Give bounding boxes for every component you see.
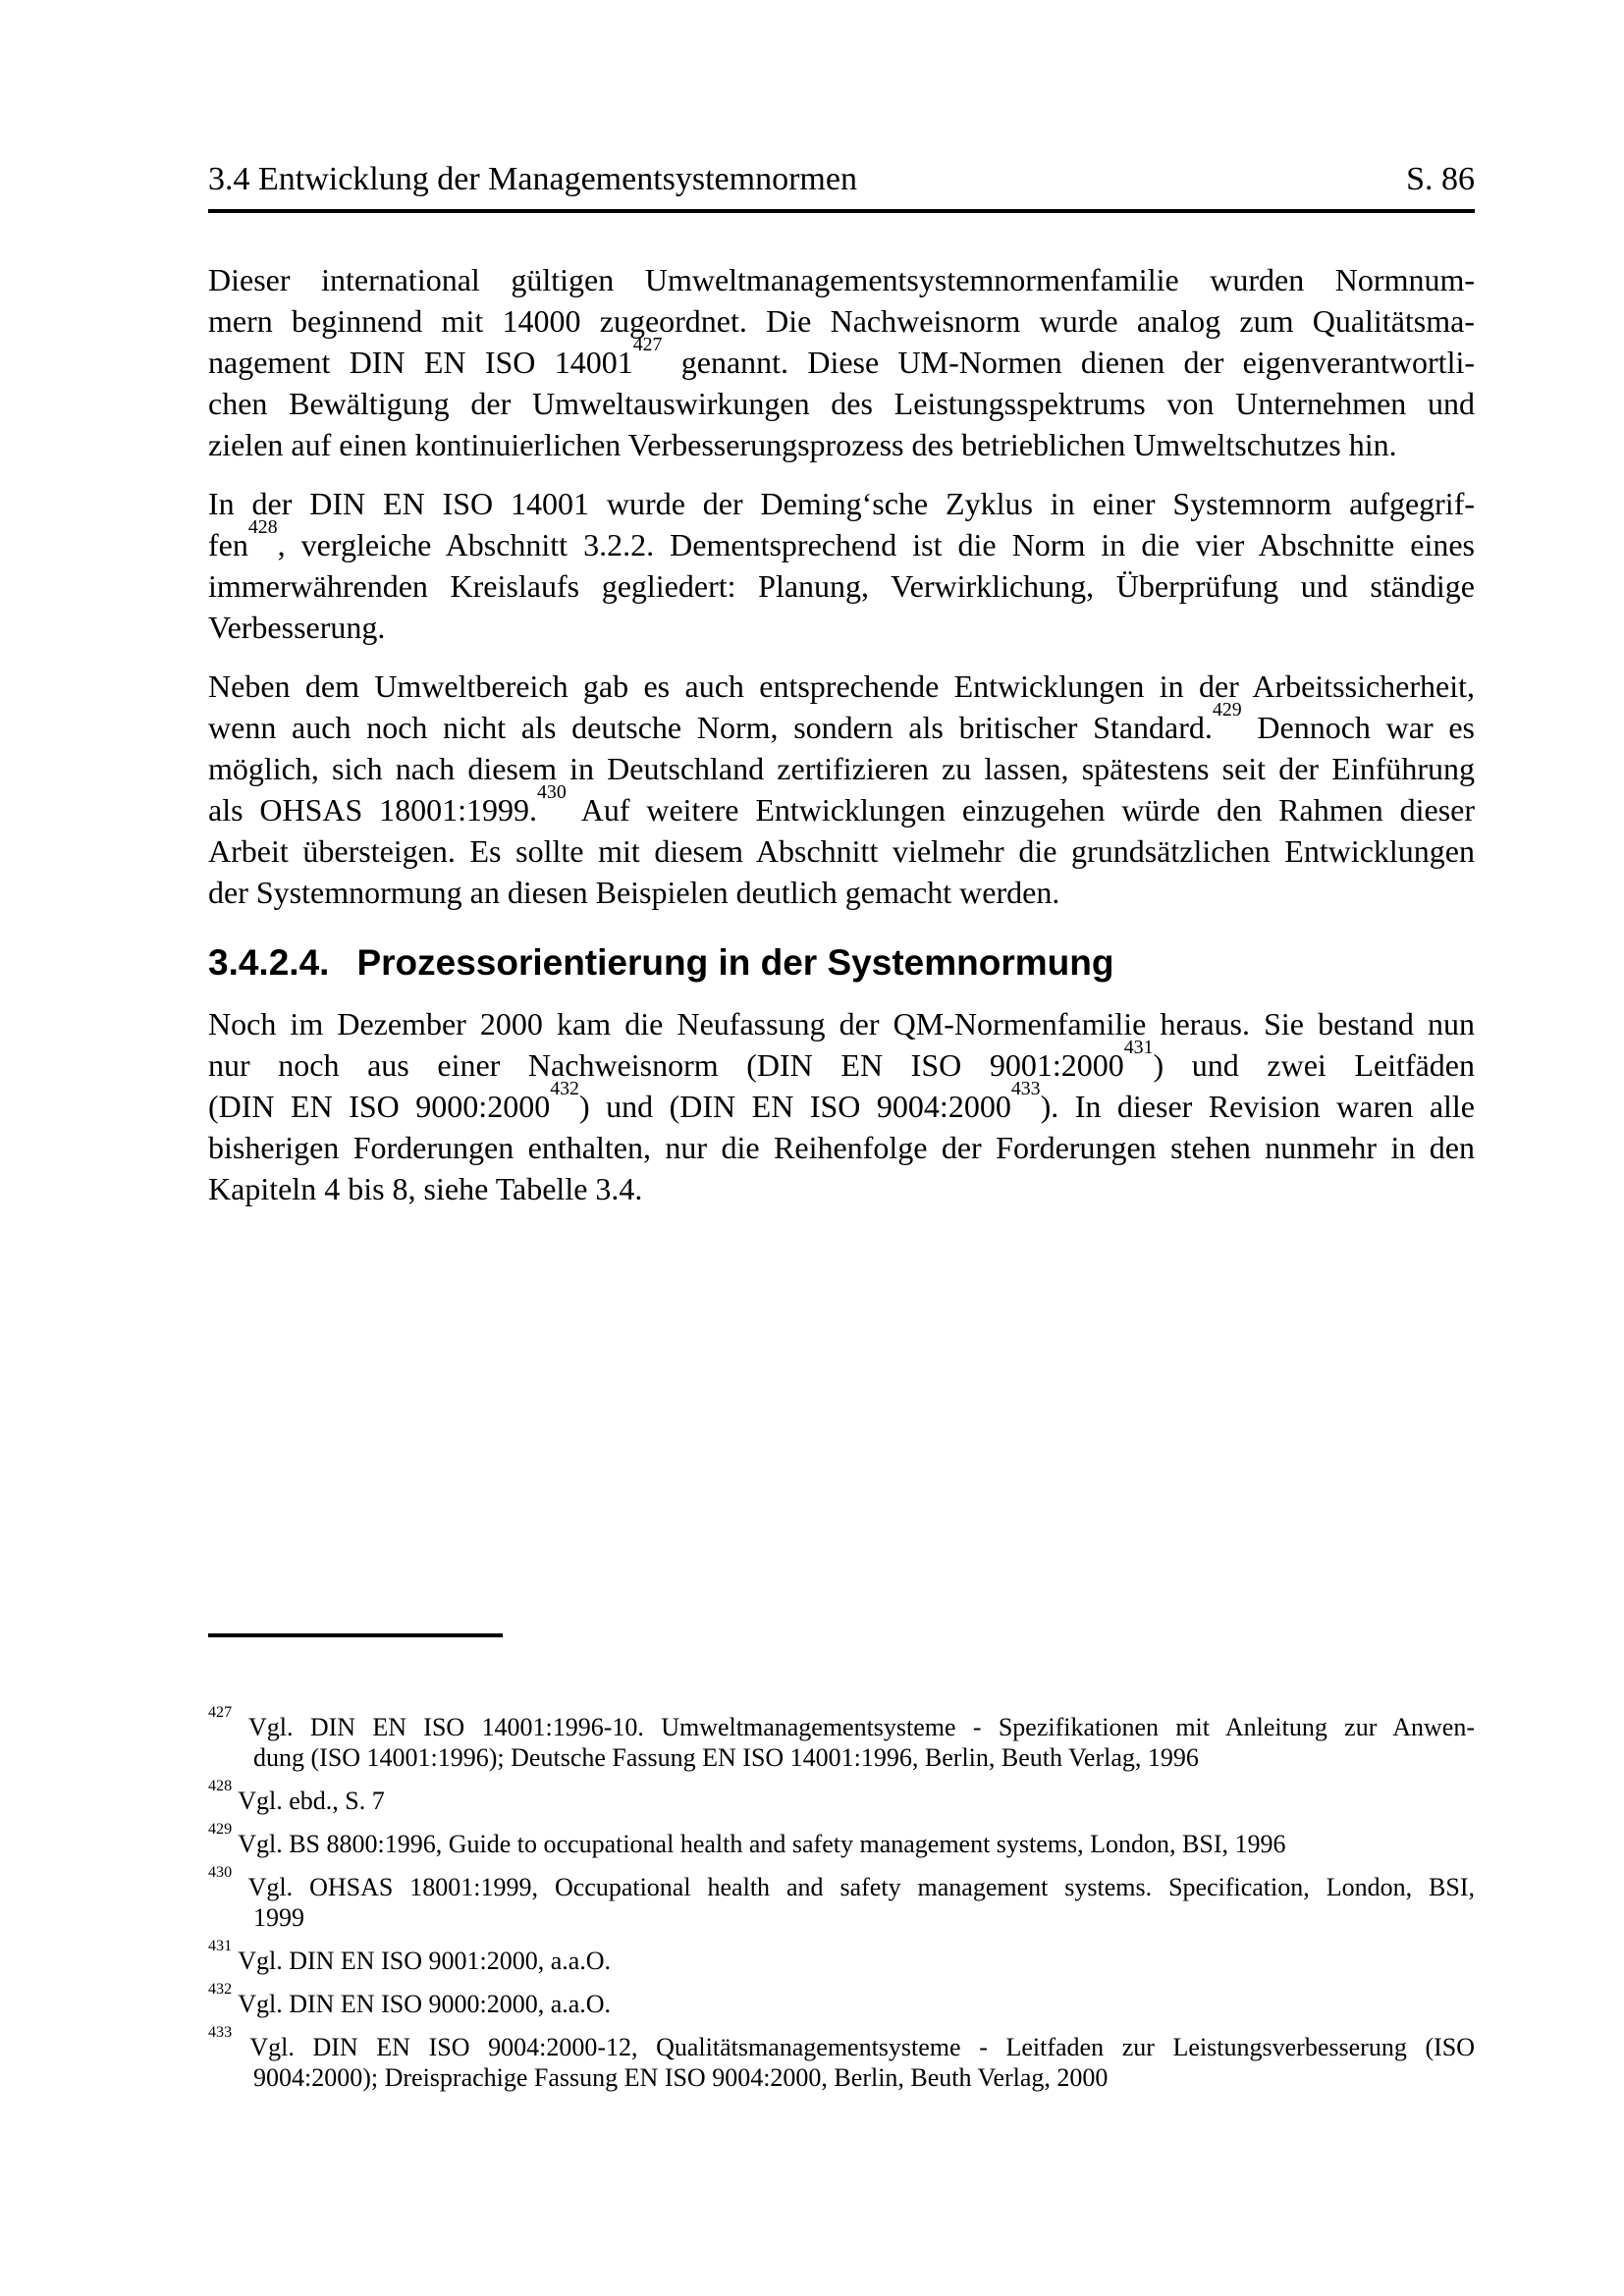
- footnote-marker: 433: [208, 2024, 233, 2042]
- footnote-first-line: $^{428}$ Vgl. ebd., S. 7: [208, 1778, 385, 1815]
- text-line: Kapiteln 4 bis 8, siehe Tabelle 3.4.: [208, 1171, 643, 1206]
- running-section-title: 3.4 Entwicklung der Managementsystemnormen: [208, 161, 857, 197]
- footnote-first-line: $^{433}$ Vgl. DIN EN ISO 9004:2000-12, Qualitätsmanagementsysteme - Leitfaden zur Leistungsverbesserung (ISO: [208, 2024, 1475, 2061]
- text-line: nagement DIN EN ISO 14001$^{427}$ genannt. Diese UM-Normen dienen der eigenverantwortli-: [208, 334, 1476, 380]
- text-line: mern beginnend mit 14000 zugeordnet. Die Nachweisnorm wurde analog zum Qualitätsma-: [208, 303, 1475, 339]
- footnote-first-line: $^{432}$ Vgl. DIN EN ISO 9000:2000, a.a.O.: [208, 1981, 612, 2018]
- text-line: In der DIN EN ISO 14001 wurde der Deming‘sche Zyklus in einer Systemnorm aufgegrif-: [208, 486, 1475, 521]
- text-line: chen Bewältigung der Umweltauswirkungen des Leistungsspektrums von Unternehmen und: [208, 386, 1475, 421]
- footnote-marker: 428: [208, 1778, 233, 1795]
- text-line: immerwährenden Kreislaufs gegliedert: Planung, Verwirklichung, Überprüfung und ständige: [208, 568, 1475, 604]
- footnote: [208, 1938, 1475, 1976]
- text-line: zielen auf einen kontinuierlichen Verbesserungsprozess des betrieblichen Umweltschutzes hin.: [208, 427, 1397, 462]
- body-paragraph: [208, 666, 1475, 913]
- footnote: [208, 2024, 1475, 2093]
- footnote-ref: 427: [632, 334, 663, 356]
- footnote-marker: 429: [208, 1821, 233, 1839]
- section-heading: [208, 940, 1475, 986]
- footnote-ref: 433: [1010, 1078, 1041, 1100]
- page-number-label: S. 86: [1406, 161, 1475, 197]
- footnote-marker: 427: [208, 1704, 233, 1722]
- text-line: möglich, sich nach diesem in Deutschland zertifizieren zu lassen, spätestens seit der Einführung: [208, 751, 1475, 786]
- footnote-marker: 432: [208, 1981, 233, 1999]
- body-blocks: [208, 253, 1475, 1209]
- section-heading-number: 3.4.2.4.: [208, 942, 330, 983]
- footnote-first-line: $^{427}$ Vgl. DIN EN ISO 14001:1996-10. Umweltmanagementsysteme - Spezifikationen mit Anleitung zur Anwen-: [208, 1704, 1475, 1741]
- text-line: fen$^{428}$, vergleiche Abschnitt 3.2.2. Dementsprechend ist die Norm in die vier Abschnitte eines: [208, 516, 1475, 562]
- footnote: [208, 1864, 1475, 1933]
- footnote: [208, 1704, 1475, 1773]
- footnote-ref: 429: [1212, 699, 1242, 721]
- footnote-first-line: $^{431}$ Vgl. DIN EN ISO 9001:2000, a.a.O.: [208, 1938, 612, 1975]
- footnote-ref: 428: [247, 516, 278, 539]
- footnotes-list: [208, 1704, 1475, 2093]
- section-heading-title: Prozessorientierung in der Systemnormung: [356, 942, 1114, 983]
- footnote: [208, 1778, 1475, 1816]
- footnote-ref: 430: [536, 781, 567, 804]
- text-line: der Systemnormung an diesen Beispielen deutlich gemacht werden.: [208, 875, 1060, 910]
- body-paragraph: [208, 1003, 1475, 1209]
- footnote-first-line: $^{430}$ Vgl. OHSAS 18001:1999, Occupational health and safety management systems. Specification, London, BSI,: [208, 1864, 1475, 1901]
- footnote: [208, 1981, 1475, 2019]
- footnote-marker: 430: [208, 1864, 233, 1882]
- text-line: Dieser international gültigen Umweltmanagementsystemnormenfamilie wurden Normnum-: [208, 262, 1475, 297]
- body-paragraph: [208, 259, 1475, 465]
- page-header-row: [208, 159, 1475, 213]
- text-line: Neben dem Umweltbereich gab es auch entsprechende Entwicklungen in der Arbeitssicherheit,: [208, 668, 1475, 704]
- footnote-continuation-line: 9004:2000); Dreisprachige Fassung EN ISO 9004:2000, Berlin, Beuth Verlag, 2000: [253, 2063, 1109, 2092]
- footnote-continuation-line: dung (ISO 14001:1996); Deutsche Fassung EN ISO 14001:1996, Berlin, Beuth Verlag, 1996: [253, 1743, 1199, 1772]
- text-line: (DIN EN ISO 9000:2000$^{432}$) und (DIN EN ISO 9004:2000$^{433}$). In dieser Revision waren alle: [208, 1078, 1475, 1124]
- text-line: bisherigen Forderungen enthalten, nur die Reihenfolge der Forderungen stehen nunmehr in den: [208, 1130, 1475, 1165]
- text-line: nur noch aus einer Nachweisnorm (DIN EN ISO 9001:2000$^{431}$) und zwei Leitfäden: [208, 1037, 1476, 1083]
- text-line: als OHSAS 18001:1999.$^{430}$ Auf weitere Entwicklungen einzugehen würde den Rahmen dieser: [208, 781, 1476, 828]
- text-line: Noch im Dezember 2000 kam die Neufassung der QM-Normenfamilie heraus. Sie bestand nun: [208, 1006, 1475, 1041]
- footnote-continuation-line: 1999: [253, 1903, 304, 1932]
- text-line: Arbeit übersteigen. Es sollte mit diesem Abschnitt vielmehr die grundsätzlichen Entwicklungen: [208, 833, 1475, 869]
- footnote-ref: 431: [1123, 1037, 1154, 1059]
- footnote-first-line: $^{429}$ Vgl. BS 8800:1996, Guide to occupational health and safety management systems, London, BSI, 1996: [208, 1821, 1286, 1858]
- footnote: [208, 1821, 1475, 1859]
- text-line: Verbesserung.: [208, 610, 386, 645]
- footnote-marker: 431: [208, 1938, 233, 1955]
- footnote-ref: 432: [550, 1078, 579, 1100]
- body-paragraph: [208, 483, 1475, 648]
- page-header: [208, 159, 1475, 213]
- text-line: wenn auch noch nicht als deutsche Norm, sondern als britischer Standard.$^{429}$ Dennoch war es: [208, 699, 1476, 745]
- footnote-separator-rule: [208, 1633, 503, 1637]
